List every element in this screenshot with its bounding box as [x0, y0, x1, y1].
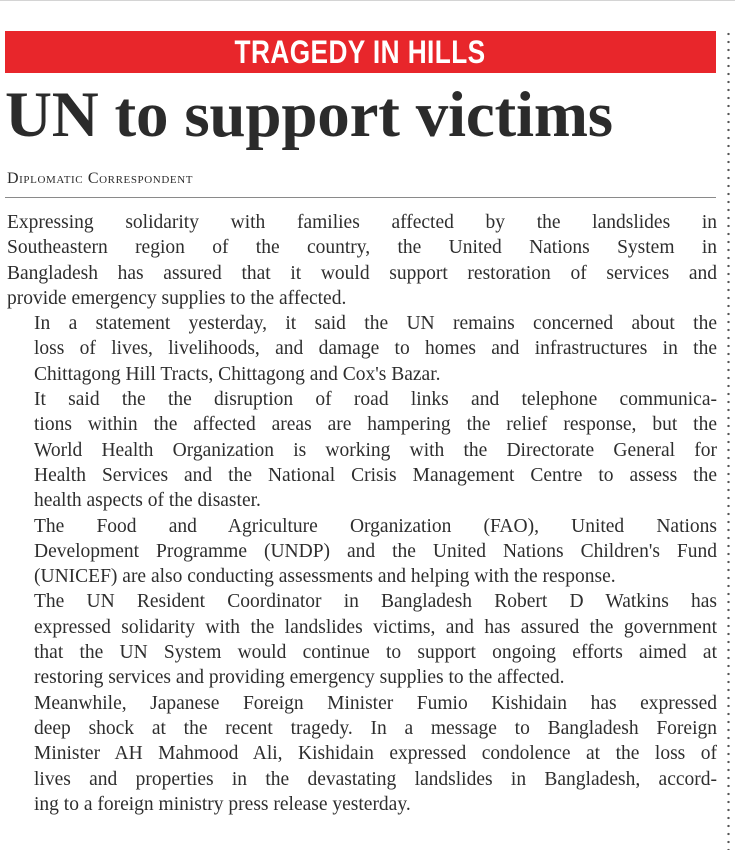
paragraph-line: expressed solidarity with the landslides victims, and has assured the government [34, 616, 717, 638]
paragraph-line: loss of lives, livelihoods, and damage to homes and infrastructures in the [34, 338, 717, 360]
paragraph-line: The Food and Agriculture Organization (FAO), United Nations [34, 515, 717, 537]
paragraph-line: Meanwhile, Japanese Foreign Minister Fumio Kishidain has expressed [34, 692, 717, 714]
paragraph-4 [7, 514, 717, 590]
top-border-rule [0, 0, 735, 1]
paragraph-line: that the UN System would continue to support ongoing efforts aimed at [34, 642, 717, 664]
paragraph-line: restoring services and providing emergency supplies to the affected. [34, 667, 565, 689]
headline: UN to support victims [5, 79, 613, 151]
paragraph-line: health aspects of the disaster. [34, 490, 261, 512]
paragraph-line: Chittagong Hill Tracts, Chittagong and Cox's Bazar. [34, 363, 441, 385]
paragraph-6 [7, 691, 717, 817]
paragraph-line: ing to a foreign ministry press release yesterday. [34, 793, 411, 815]
byline-rule [5, 197, 716, 198]
paragraph-line: Southeastern region of the country, the United Nations System in [7, 237, 717, 259]
article-body [7, 210, 717, 817]
paragraph-line: tions within the affected areas are hampering the relief response, but the [34, 414, 717, 436]
paragraph-3 [7, 387, 717, 513]
paragraph-5 [7, 589, 717, 690]
paragraph-line: (UNICEF) are also conducting assessments and helping with the response. [34, 566, 616, 588]
kicker-text: TRAGEDY IN HILLS [235, 33, 486, 70]
paragraph-line: In a statement yesterday, it said the UN remains concerned about the [34, 313, 717, 335]
paragraph-line: Health Services and the National Crisis Management Centre to assess the [34, 464, 717, 486]
paragraph-line: World Health Organization is working with the Directorate General for [34, 439, 717, 461]
paragraph-line: deep shock at the recent tragedy. In a message to Bangladesh Foreign [34, 717, 717, 739]
paragraph-line: Expressing solidarity with families affected by the landslides in [7, 212, 717, 233]
paragraph-line: Bangladesh has assured that it would support restoration of services and [7, 262, 717, 284]
column-dotted-rule [727, 30, 730, 850]
paragraph-line: provide emergency supplies to the affected. [7, 287, 347, 309]
paragraph-line: Development Programme (UNDP) and the United Nations Children's Fund [34, 540, 717, 562]
paragraph-line: It said the the disruption of road links and telephone communica- [34, 389, 717, 411]
paragraph-1 [7, 210, 717, 311]
byline: Diplomatic Correspondent [7, 170, 194, 187]
paragraph-line: lives and properties in the devastating landslides in Bangladesh, accord- [34, 768, 717, 790]
kicker-banner [5, 31, 716, 73]
paragraph-2 [7, 311, 717, 387]
paragraph-line: Minister AH Mahmood Ali, Kishidain expressed condolence at the loss of [34, 743, 717, 765]
paragraph-line: The UN Resident Coordinator in Bangladesh Robert D Watkins has [34, 591, 717, 613]
